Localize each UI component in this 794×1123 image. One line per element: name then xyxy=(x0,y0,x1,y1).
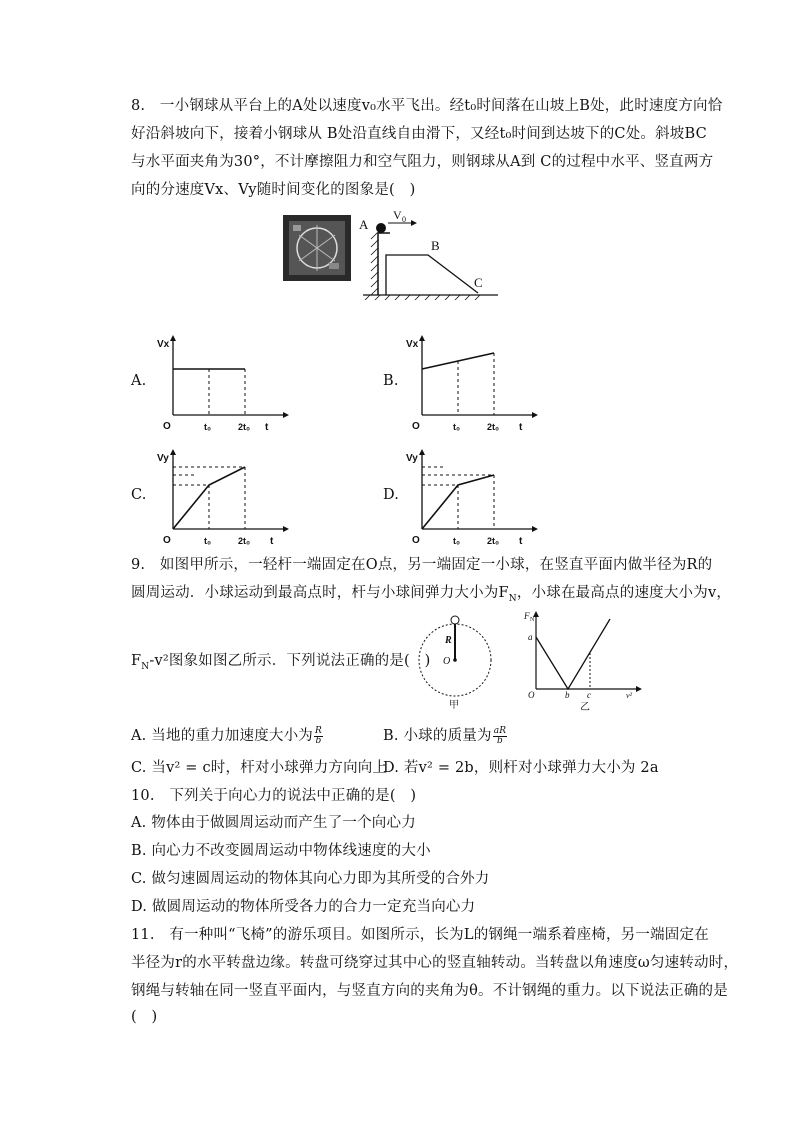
q8-slope-figure xyxy=(283,205,513,300)
q8-option-a-label[interactable]: A. xyxy=(131,373,147,389)
q10-stem: 10. 下列关于向心力的说法中正确的是( ) xyxy=(131,788,417,804)
svg-text:t: t xyxy=(519,536,523,547)
svg-text:t₀: t₀ xyxy=(453,536,461,546)
svg-text:t₀: t₀ xyxy=(204,536,212,546)
svg-text:O: O xyxy=(443,656,451,667)
q9-option-d[interactable]: D. 若v² = 2b，则杆对小球弹力大小为 2a xyxy=(383,760,659,776)
svg-text:R: R xyxy=(445,635,452,646)
svg-text:2t₀: 2t₀ xyxy=(487,536,500,546)
q11-line-3: 钢绳与转轴在同一竖直平面内，与竖直方向的夹角为θ。不计钢绳的重力。以下说法正确的是 xyxy=(131,983,728,999)
q11-line-4: ( ) xyxy=(131,1009,158,1025)
label-v0-sub: 0 xyxy=(402,215,406,224)
svg-text:2t₀: 2t₀ xyxy=(238,536,251,546)
q9-line-1: 9. 如图甲所示，一轻杆一端固定在O点，另一端固定一小球，在竖直平面内做半径为R的 xyxy=(131,557,713,573)
svg-text:Vy: Vy xyxy=(406,453,418,464)
svg-text:O: O xyxy=(163,421,171,432)
q9-line-3: $F_N-v^2$图象如图乙所示．下列说法正确的是( ) xyxy=(131,653,431,672)
svg-text:O: O xyxy=(412,535,420,546)
q9-figure-yi xyxy=(520,607,645,712)
svg-text:Vx: Vx xyxy=(406,339,419,350)
q8-option-b-label[interactable]: B. xyxy=(383,373,399,389)
svg-text:t: t xyxy=(265,422,269,433)
q11-line-2: 半径为r的水平转盘边缘。转盘可绕穿过其中心的竖直轴转动。当转盘以角速度ω匀速转动时， xyxy=(131,955,739,971)
label-b: B xyxy=(431,238,440,253)
svg-text:t₀: t₀ xyxy=(204,422,212,432)
q11-line-1: 11. 有一种叫“飞椅”的游乐项目。如图所示，长为L的钢绳一端系着座椅，另一端固定在 xyxy=(131,927,709,943)
q8-option-d-graph xyxy=(404,447,544,547)
svg-text:2t₀: 2t₀ xyxy=(487,422,500,432)
svg-text:N: N xyxy=(530,617,535,623)
q9-line-2: 圆周运动．小球运动到最高点时，杆与小球间弹力大小为$F_N$，小球在最高点的速度大小为v， xyxy=(131,585,732,604)
svg-text:甲: 甲 xyxy=(449,700,459,711)
label-c: C xyxy=(474,275,483,290)
svg-text:b: b xyxy=(565,690,570,700)
svg-text:F: F xyxy=(524,611,530,621)
q10-option-b[interactable]: B. 向心力不改变圆周运动中物体线速度的大小 xyxy=(131,843,431,859)
q8-line-3: 与水平面夹角为30°，不计摩擦阻力和空气阻力，则钢球从A到 C的过程中水平、竖直两方 xyxy=(131,154,714,170)
svg-text:O: O xyxy=(412,421,420,432)
svg-text:c: c xyxy=(587,690,591,700)
svg-text:t: t xyxy=(519,422,523,433)
q8-option-c-label[interactable]: C. xyxy=(131,487,147,503)
svg-text:乙: 乙 xyxy=(580,702,590,712)
label-a: A xyxy=(359,217,369,232)
svg-text:Vy: Vy xyxy=(157,453,169,464)
svg-text:t: t xyxy=(270,536,274,547)
q8-line-2: 好沿斜坡向下，接着小钢球从 B处沿直线自由滑下，又经t₀时间到达坡下的C处。斜坡BC xyxy=(131,126,707,142)
q8-option-c-graph xyxy=(155,447,295,547)
q8-option-d-label[interactable]: D. xyxy=(383,487,400,503)
svg-text:O: O xyxy=(163,535,171,546)
q8-option-a-graph xyxy=(155,333,295,433)
svg-text:v²: v² xyxy=(626,691,632,700)
q10-option-a[interactable]: A. 物体由于做圆周运动而产生了一个向心力 xyxy=(131,815,416,831)
q9-option-c[interactable]: C. 当v² = c时，杆对小球弹力方向向上 xyxy=(131,760,388,776)
q8-line-4: 向的分速度Vx、Vy随时间变化的图象是( ) xyxy=(131,182,416,198)
q8-option-b-graph xyxy=(404,333,544,433)
q9-option-b[interactable]: B. 小球的质量为 $\frac{aR}{b}$ xyxy=(383,725,507,746)
q10-option-d[interactable]: D. 做圆周运动的物体所受各力的合力一定充当向心力 xyxy=(131,899,476,915)
q9-option-a[interactable]: A. 当地的重力加速度大小为 $\frac{R}{b}$ xyxy=(131,725,322,746)
svg-text:a: a xyxy=(528,632,533,642)
svg-text:Vx: Vx xyxy=(157,339,170,350)
q9-figure-jia xyxy=(412,612,502,712)
svg-text:O: O xyxy=(528,690,535,700)
q10-option-c[interactable]: C. 做匀速圆周运动的物体其向心力即为其所受的合外力 xyxy=(131,871,490,887)
photo-thumbnail xyxy=(283,215,351,281)
q8-line-1: 8. 一小钢球从平台上的A处以速度v₀水平飞出。经t₀时间落在山坡上B处，此时速度方向恰 xyxy=(131,98,723,114)
svg-text:t₀: t₀ xyxy=(453,422,461,432)
label-v0: V xyxy=(393,208,402,222)
svg-text:2t₀: 2t₀ xyxy=(238,422,251,432)
